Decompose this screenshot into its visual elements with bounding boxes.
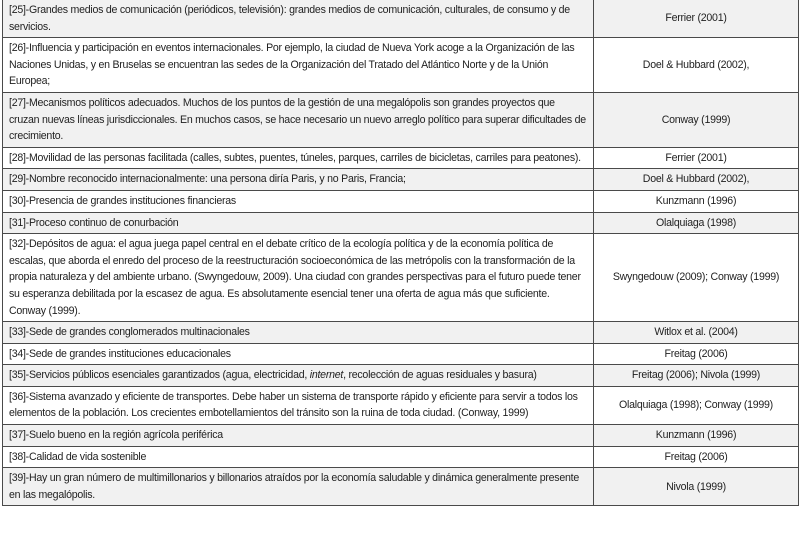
table-row bbox=[3, 190, 799, 212]
row-source: Olalquiaga (1998); Conway (1999) bbox=[594, 386, 799, 424]
table-row bbox=[3, 38, 799, 93]
row-source: Freitag (2006); Nivola (1999) bbox=[594, 365, 799, 387]
table-row bbox=[3, 343, 799, 365]
row-description: [38]-Calidad de vida sostenible bbox=[3, 446, 594, 468]
row-description: [25]-Grandes medios de comunicación (periódicos, televisión): grandes medios de comunicación, culturales, de consumo y de servicios. bbox=[3, 0, 594, 38]
row-description: [33]-Sede de grandes conglomerados multinacionales bbox=[3, 322, 594, 344]
row-description: [27]-Mecanismos políticos adecuados. Muchos de los puntos de la gestión de una megalópolis son grandes proyectos que cruzan nuevas líneas jurisdiccionales. En muchos casos, se hace necesario un nuevo arreglo político para superar dificultades de crecimiento. bbox=[3, 92, 594, 147]
reference-table bbox=[2, 0, 799, 506]
table-row bbox=[3, 212, 799, 234]
row-description: [32]-Depósitos de agua: el agua juega papel central en el debate crítico de la ecología política y de la economía política de escalas, que aborda el enredo del proceso de la reestructuración socioeconómica de las metrópolis con la transformación de la propia naturaleza y del ambiente urbano. (Swyngedouw, 2009). Una ciudad con grandes perspectivas para el futuro puede tener su esperanza debilitada por la escasez de agua. Es absolutamente esencial tener una oferta de agua más que suficiente. Conway (1999). bbox=[3, 234, 594, 322]
row-description: [30]-Presencia de grandes instituciones financieras bbox=[3, 190, 594, 212]
table-row bbox=[3, 425, 799, 447]
row-source: Swyngedouw (2009); Conway (1999) bbox=[594, 234, 799, 322]
row-source: Ferrier (2001) bbox=[594, 0, 799, 38]
row-source: Kunzmann (1996) bbox=[594, 190, 799, 212]
table-row bbox=[3, 147, 799, 169]
row-description-italic: internet bbox=[309, 369, 344, 382]
table-row bbox=[3, 322, 799, 344]
row-description bbox=[3, 365, 594, 387]
row-description: [28]-Movilidad de las personas facilitada (calles, subtes, puentes, túneles, parques, carriles de bicicletas, carriles para peatones). bbox=[3, 147, 594, 169]
row-description: [31]-Proceso continuo de conurbación bbox=[3, 212, 594, 234]
table-row bbox=[3, 92, 799, 147]
row-description-text: , recolección de aguas residuales y basura) bbox=[343, 369, 537, 382]
row-source: Doel & Hubbard (2002), bbox=[594, 38, 799, 93]
row-description-text: [35]-Servicios públicos esenciales garantizados (agua, electricidad, bbox=[9, 369, 310, 382]
row-description: [34]-Sede de grandes instituciones educacionales bbox=[3, 343, 594, 365]
row-source: Doel & Hubbard (2002), bbox=[594, 169, 799, 191]
table-row bbox=[3, 386, 799, 424]
row-source: Freitag (2006) bbox=[594, 343, 799, 365]
row-description: [39]-Hay un gran número de multimillonarios y billonarios atraídos por la economía saludable y dinámica generalmente presente en las megalópolis. bbox=[3, 468, 594, 506]
table-row bbox=[3, 365, 799, 387]
row-source: Olalquiaga (1998) bbox=[594, 212, 799, 234]
row-source: Ferrier (2001) bbox=[594, 147, 799, 169]
row-description: [29]-Nombre reconocido internacionalmente: una persona diría Paris, y no Paris, Francia; bbox=[3, 169, 594, 191]
row-source: Witlox et al. (2004) bbox=[594, 322, 799, 344]
row-source: Nivola (1999) bbox=[594, 468, 799, 506]
row-description: [37]-Suelo bueno en la región agrícola periférica bbox=[3, 425, 594, 447]
table-row bbox=[3, 446, 799, 468]
table-row bbox=[3, 468, 799, 506]
row-source: Conway (1999) bbox=[594, 92, 799, 147]
table-row bbox=[3, 169, 799, 191]
table-row bbox=[3, 234, 799, 322]
row-source: Freitag (2006) bbox=[594, 446, 799, 468]
row-description: [26]-Influencia y participación en eventos internacionales. Por ejemplo, la ciudad de Nueva York acoge a la Organización de las Naciones Unidas, y en Bruselas se encuentran las sedes de la Organización del Tratado del Atlántico Norte y de la Unión Europea; bbox=[3, 38, 594, 93]
table-row bbox=[3, 0, 799, 38]
row-source: Kunzmann (1996) bbox=[594, 425, 799, 447]
row-description: [36]-Sistema avanzado y eficiente de transportes. Debe haber un sistema de transporte rápido y eficiente para servir a todos los elementos de la población. Los crecientes embotellamientos del tránsito son la ruina de toda ciudad. (Conway, 1999) bbox=[3, 386, 594, 424]
